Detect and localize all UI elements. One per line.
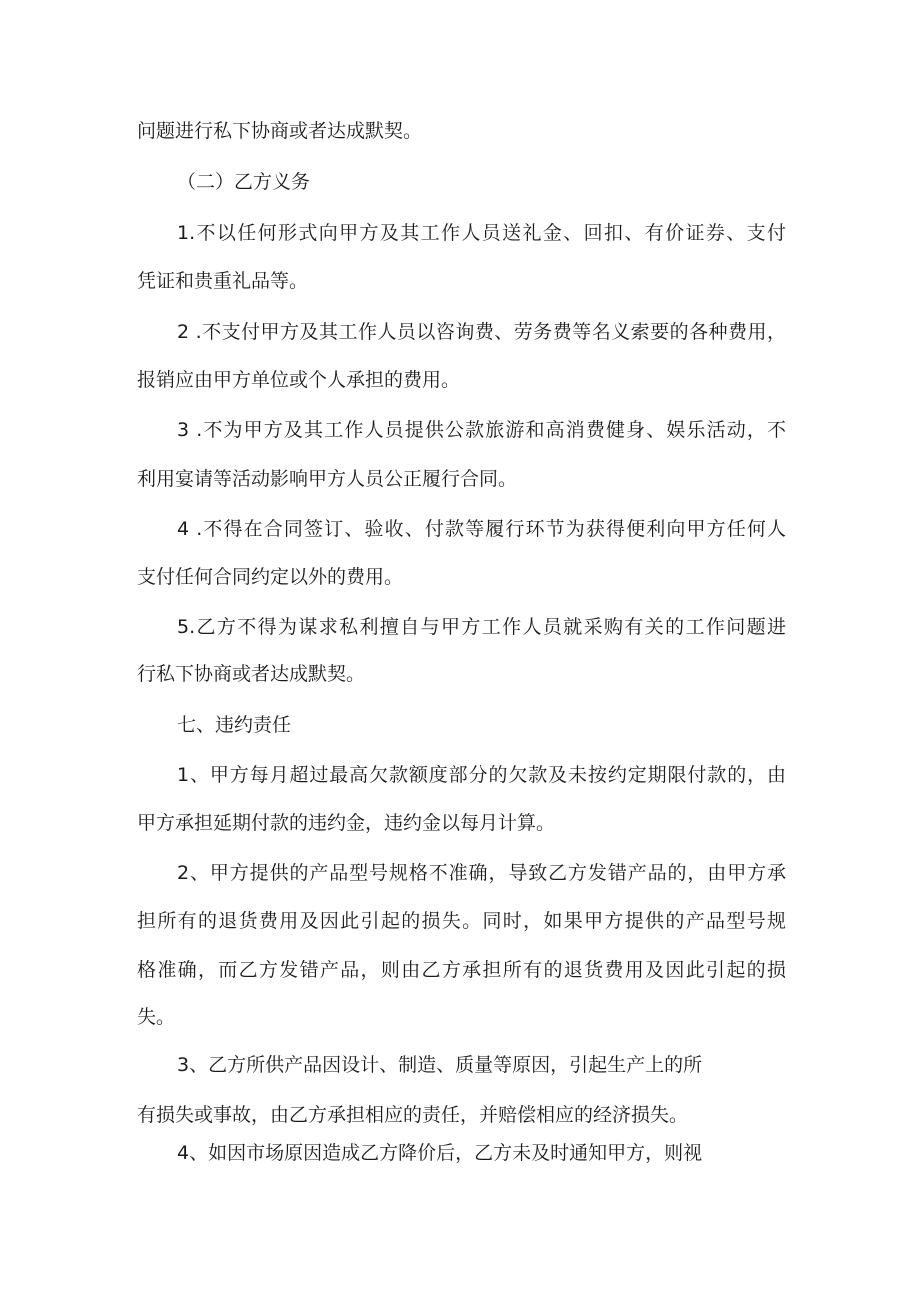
section-heading-party-b-obligations: （二）乙方义务 <box>177 171 311 193</box>
text-line-22: 4、如因市场原因造成乙方降价后，乙方未及时通知甲方，则视 <box>177 1142 703 1164</box>
text-line-10: 支付任何合同约定以外的费用。 <box>137 566 404 588</box>
text-line-4: 凭证和贵重礼品等。 <box>137 270 309 292</box>
text-line-14: 1、甲方每月超过最高欠款额度部分的欠款及未按约定期限付款的，由 <box>177 764 786 786</box>
text-line-17: 担所有的退货费用及因此引起的损失。同时，如果甲方提供的产品型号规 <box>137 910 786 932</box>
text-line-1: 问题进行私下协商或者达成默契。 <box>137 120 423 142</box>
text-line-19: 失。 <box>137 1006 176 1028</box>
text-line-11: 5.乙方不得为谋求私利擅自与甲方工作人员就采购有关的工作问题进 <box>177 616 786 638</box>
text-line-15: 甲方承担延期付款的违约金，违约金以每月计算。 <box>137 812 556 834</box>
text-line-5: 2 .不支付甲方及其工作人员以咨询费、劳务费等名义索要的各种费用， <box>177 321 786 343</box>
text-line-16: 2、甲方提供的产品型号规格不准确，导致乙方发错产品的，由甲方承 <box>177 862 786 884</box>
section-heading-breach-liability: 七、违约责任 <box>177 714 292 736</box>
text-line-18: 格准确，而乙方发错产品，则由乙方承担所有的退货费用及因此引起的损 <box>137 959 786 981</box>
text-line-20: 3、乙方所供产品因设计、制造、质量等原因，引起生产上的所 <box>177 1054 703 1076</box>
text-line-6: 报销应由甲方单位或个人承担的费用。 <box>137 369 461 391</box>
text-line-12: 行私下协商或者达成默契。 <box>137 663 366 685</box>
text-line-9: 4 .不得在合同签订、验收、付款等履行环节为获得便利向甲方任何人 <box>177 518 786 540</box>
text-line-21: 有损失或事故，由乙方承担相应的责任，并赔偿相应的经济损失。 <box>137 1104 689 1126</box>
text-line-7: 3 .不为甲方及其工作人员提供公款旅游和高消费健身、娱乐活动，不 <box>177 419 786 441</box>
text-line-8: 利用宴请等活动影响甲方人员公正履行合同。 <box>137 468 518 490</box>
text-line-3: 1.不以任何形式向甲方及其工作人员送礼金、回扣、有价证券、支付 <box>177 222 786 244</box>
